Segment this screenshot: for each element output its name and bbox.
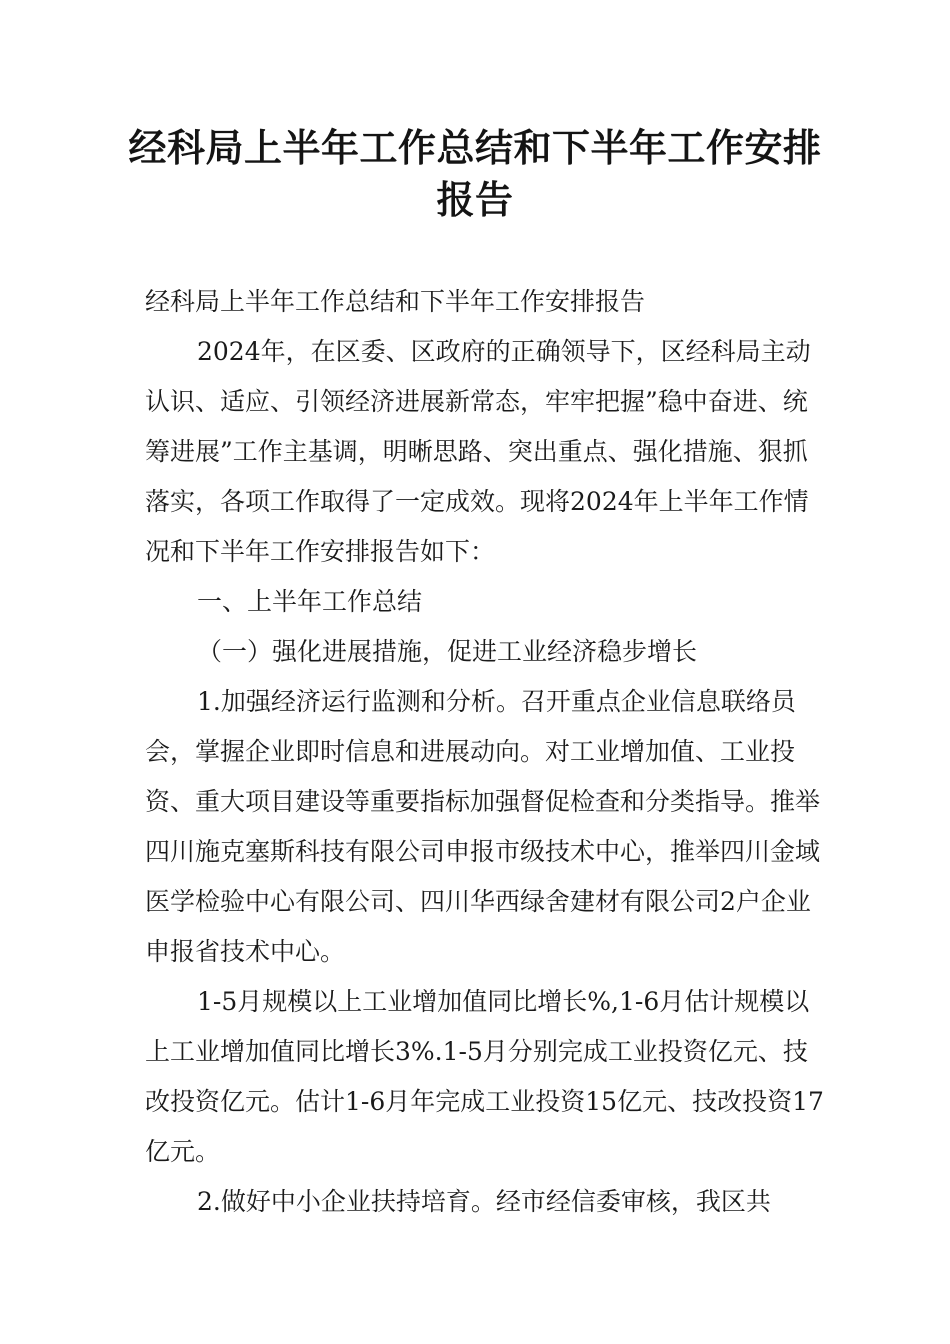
document-body bbox=[145, 277, 825, 1227]
document-subtitle: 经科局上半年工作总结和下半年工作安排报告 bbox=[145, 287, 646, 316]
paragraph-item-1: 1.加强经济运行监测和分析。召开重点企业信息联络员会，掌握企业即时信息和进展动向。对工业增加值、工业投资、重大项目建设等重要指标加强督促检查和分类指导。推举四川施克塞斯科技有限公司申报市级技术中心，推举四川金域医学检验中心有限公司、四川华西绿舍建材有限公司2户企业申报省技术中心。 bbox=[145, 687, 821, 966]
subsection-heading: （一）强化进展措施，促进工业经济稳步增长 bbox=[197, 637, 698, 666]
paragraph-statistics: 1-5月规模以上工业增加值同比增长%,1-6月估计规模以上工业增加值同比增长3%.1-5月分别完成工业投资亿元、技改投资亿元。估计1-6月年完成工业投资15亿元、技改投资17亿元。 bbox=[145, 987, 824, 1166]
document-title: 经科局上半年工作总结和下半年工作安排报告 bbox=[128, 126, 822, 222]
section-heading: 一、上半年工作总结 bbox=[197, 587, 423, 616]
paragraph-intro: 2024年，在区委、区政府的正确领导下，区经科局主动认识、适应、引领经济进展新常态，牢牢把握”稳中奋进、统筹进展”工作主基调，明晰思路、突出重点、强化措施、狠抓落实，各项工作取得了一定成效。现将2024年上半年工作情况和下半年工作安排报告如下： bbox=[145, 337, 811, 566]
paragraph-item-2: 2.做好中小企业扶持培育。经市经信委审核，我区共 bbox=[197, 1187, 771, 1216]
